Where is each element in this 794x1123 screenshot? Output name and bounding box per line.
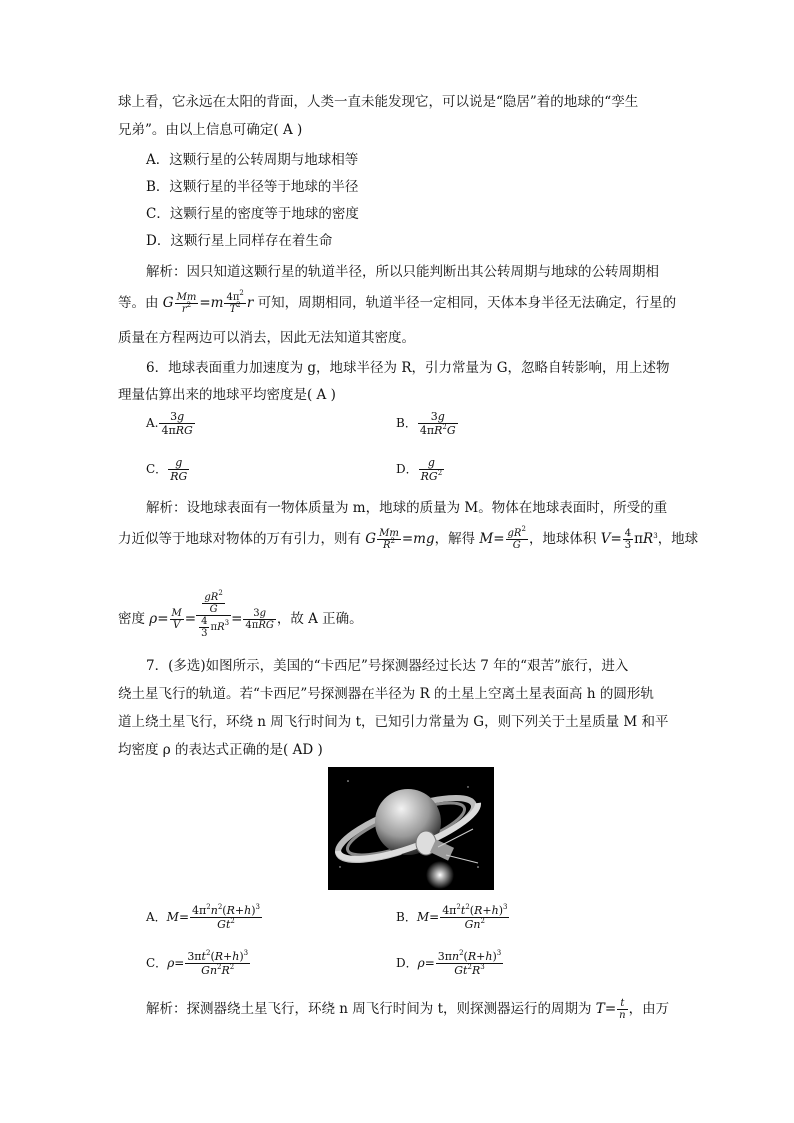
q6-option-c: C． $\frac{g}{RG}$	[146, 456, 188, 483]
q7-option-a: A．M= $\frac{4\pi^2n^2(R+h)^3}{Gt^2}$	[146, 903, 260, 931]
analysis-line: 质量在方程两边可以消去，因此无法知道其密度。	[118, 330, 415, 346]
q6-option-a: A. $\frac{3g}{\text{4πRG}}$	[146, 410, 193, 437]
option-c: C．这颗行星的密度等于地球的密度	[146, 206, 359, 222]
q6-option-b: B． $\frac{3g}{4\pi R^2G}$	[396, 410, 456, 437]
option-b: B．这颗行星的半径等于地球的半径	[146, 179, 359, 195]
q7-option-d: D．ρ= $\frac{3\pi n^2(R+h)^3}{Gt^2R^3}$	[396, 949, 502, 977]
saturn-cassini-figure	[328, 767, 494, 890]
q6-option-d: D． $\frac{g}{RG^2}$	[396, 456, 443, 483]
option-d: D．这颗行星上同样存在着生命	[146, 233, 333, 249]
question-6: 理量估算出来的地球平均密度是( A )	[118, 387, 336, 403]
saturn-image	[328, 767, 494, 890]
text-line: 兄弟”。由以上信息可确定( A )	[118, 122, 303, 138]
analysis-line: 密度 ρ= $\frac{M}{V}$ = $\frac{gR^2}{G}$ $\frac{4}{3}$ $\pi R^3$ = $\frac{3g}{\text{4πRG}}$ ，故 A 正确。	[118, 589, 363, 639]
question-7: 绕土星飞行的轨道。若“卡西尼”号探测器在半径为 R 的土星上空离土星表面高 h 的圆形轨	[118, 686, 654, 702]
question-7: 均密度 ρ 的表达式正确的是( AD )	[118, 742, 323, 758]
analysis-line: 解析：设地球表面有一物体质量为 m，地球的质量为 M。物体在地球表面时，所受的重	[146, 500, 668, 516]
option-a: A．这颗行星的公转周期与地球相等	[146, 152, 359, 168]
question-7: 7．(多选)如图所示，美国的“卡西尼”号探测器经过长达 7 年的“艰苦”旅行，进入	[146, 658, 629, 674]
text-line: 球上看，它永远在太阳的背面，人类一直未能发现它，可以说是“隐居”着的地球的“孪生	[118, 94, 639, 110]
analysis-line: 等。由 G $\frac{Mm}{r^2}$ =m $\frac{4\pi^2}{T^2}$ r 可知，周期相同，轨道半径一定相同，天体本身半径无法确定，行星的	[118, 289, 677, 315]
analysis-line: 解析：因只知道这颗行星的轨道半径，所以只能判断出其公转周期与地球的公转周期相	[146, 264, 659, 280]
analysis-line: 解析：探测器绕土星飞行，环绕 n 周飞行时间为 t，则探测器运行的周期为 T= $\frac{t}{n}$ ，由万	[146, 998, 670, 1021]
q7-option-b: B．M= $\frac{4\pi^2t^2(R+h)^3}{Gn^2}$	[396, 903, 508, 931]
question-7: 道上绕土星飞行，环绕 n 周飞行时间为 t，已知引力常量为 G，则下列关于土星质量 M 和平	[118, 714, 669, 730]
question-6: 6．地球表面重力加速度为 g，地球半径为 R，引力常量为 G，忽略自转影响，用上述物	[146, 360, 670, 376]
analysis-line: 力近似等于地球对物体的万有引力，则有 G $\frac{Mm}{R^2}$ =mg，解得 M= $\frac{gR^2}{G}$ ，地球体积 V= $\frac{4}{3}$ $\pi R^3$，地球	[118, 525, 699, 551]
q7-option-c: C．ρ= $\frac{3\pi t^2(R+h)^3}{Gn^2R^2}$	[146, 949, 249, 977]
